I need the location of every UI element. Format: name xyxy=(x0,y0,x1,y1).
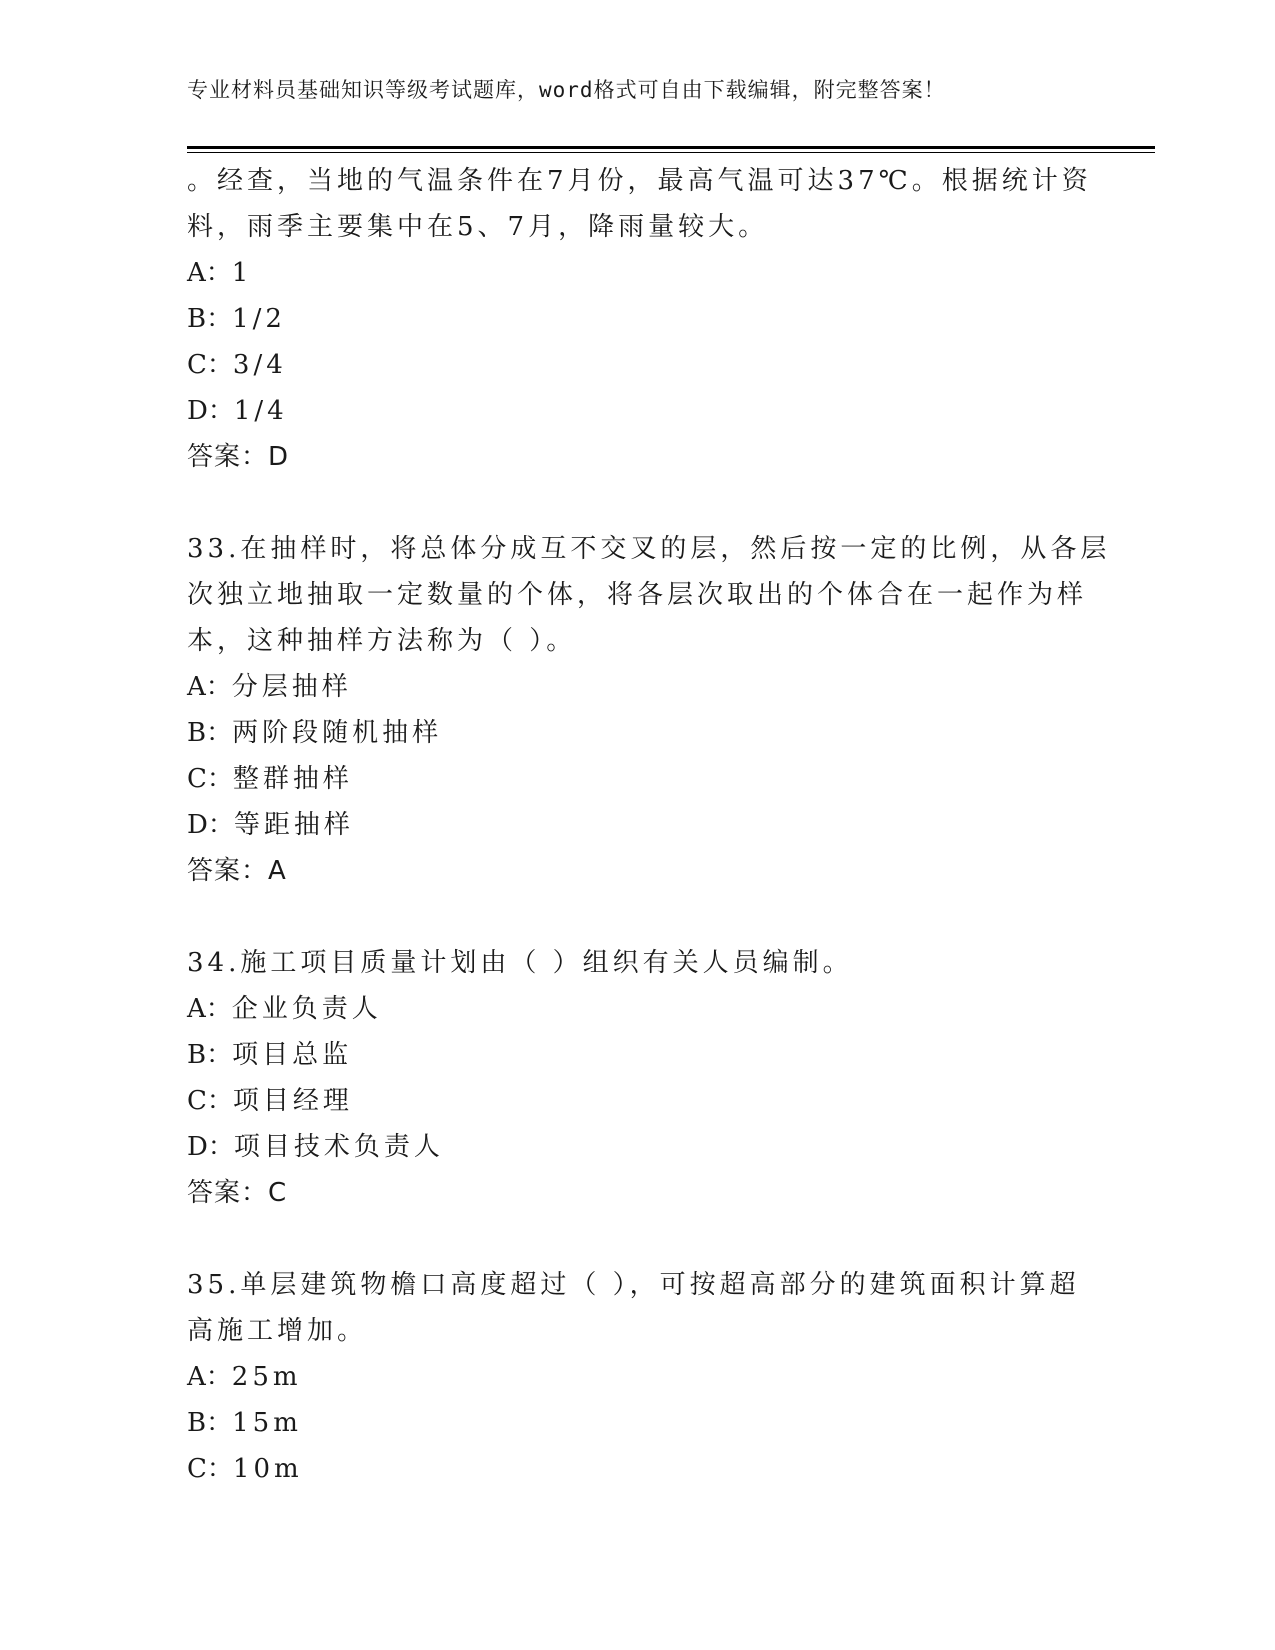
option-text: 1/4 xyxy=(233,396,288,426)
option-text: 15m xyxy=(232,1408,302,1438)
option-b xyxy=(187,1032,1087,1078)
page-header: 专业材料员基础知识等级考试题库，word格式可自由下载编辑，附完整答案！ xyxy=(187,78,946,102)
option-b xyxy=(187,710,1087,756)
question-stem-line: 33.在抽样时，将总体分成互不交叉的层，然后按一定的比例，从各层 xyxy=(187,534,1111,564)
option-a xyxy=(187,986,1087,1032)
question-block xyxy=(187,526,1111,894)
option-d xyxy=(187,802,1087,848)
option-text: 两阶段随机抽样 xyxy=(232,718,443,748)
option-key: C： xyxy=(187,1086,233,1116)
option-b xyxy=(187,296,1087,342)
option-text: 1/2 xyxy=(232,304,286,334)
option-text: 整群抽样 xyxy=(232,764,353,794)
option-key: B： xyxy=(187,1408,233,1438)
option-key: A： xyxy=(187,994,232,1024)
question-list xyxy=(187,158,1111,1492)
option-text: 企业负责人 xyxy=(231,994,382,1024)
question-stem-line: 本，这种抽样方法称为（ ）。 xyxy=(187,626,577,656)
option-text: 1 xyxy=(231,258,253,288)
option-text: 项目经理 xyxy=(232,1086,353,1116)
question-stem-line: 35.单层建筑物檐口高度超过（ ），可按超高部分的建筑面积计算超 xyxy=(187,1270,1080,1300)
answer-line: 答案：A xyxy=(187,856,287,886)
header-rule-thick xyxy=(187,146,1155,149)
option-key: A： xyxy=(187,258,232,288)
option-key: A： xyxy=(187,1362,232,1392)
option-c xyxy=(187,756,1087,802)
option-text: 25m xyxy=(231,1362,302,1392)
question-stem-line: 高施工增加。 xyxy=(187,1316,368,1346)
option-key: D： xyxy=(187,396,234,426)
option-text: 分层抽样 xyxy=(231,672,352,702)
option-c xyxy=(187,1446,1087,1492)
header-rule-thin xyxy=(187,152,1155,153)
question-stem-line: 次独立地抽取一定数量的个体，将各层次取出的个体合在一起作为样 xyxy=(187,580,1088,610)
option-key: C： xyxy=(187,1454,233,1484)
option-text: 项目技术负责人 xyxy=(233,1132,444,1162)
option-a xyxy=(187,250,1087,296)
option-key: C： xyxy=(187,764,233,794)
question-block xyxy=(187,940,1087,1216)
question-block xyxy=(187,1262,1087,1492)
answer-line: 答案：C xyxy=(187,1178,288,1208)
question-stem-line: 。经查，当地的气温条件在7月份，最高气温可达37℃。根据统计资 xyxy=(187,166,1092,196)
question-block xyxy=(187,158,1092,480)
option-key: B： xyxy=(187,1040,233,1070)
question-stem-line: 34.施工项目质量计划由（ ）组织有关人员编制。 xyxy=(187,948,853,978)
option-c xyxy=(187,1078,1087,1124)
option-d xyxy=(187,388,1087,434)
option-key: B： xyxy=(187,718,233,748)
option-text: 10m xyxy=(232,1454,303,1484)
answer-line: 答案：D xyxy=(187,442,290,472)
option-b xyxy=(187,1400,1087,1446)
question-stem-line: 料，雨季主要集中在5、7月，降雨量较大。 xyxy=(187,212,769,242)
option-text: 项目总监 xyxy=(232,1040,353,1070)
option-c xyxy=(187,342,1087,388)
option-a xyxy=(187,664,1087,710)
option-d xyxy=(187,1124,1087,1170)
option-key: D： xyxy=(187,1132,234,1162)
option-key: B： xyxy=(187,304,233,334)
option-text: 等距抽样 xyxy=(233,810,354,840)
option-key: D： xyxy=(187,810,234,840)
option-text: 3/4 xyxy=(232,350,287,380)
option-key: A： xyxy=(187,672,232,702)
option-a xyxy=(187,1354,1087,1400)
option-key: C： xyxy=(187,350,233,380)
